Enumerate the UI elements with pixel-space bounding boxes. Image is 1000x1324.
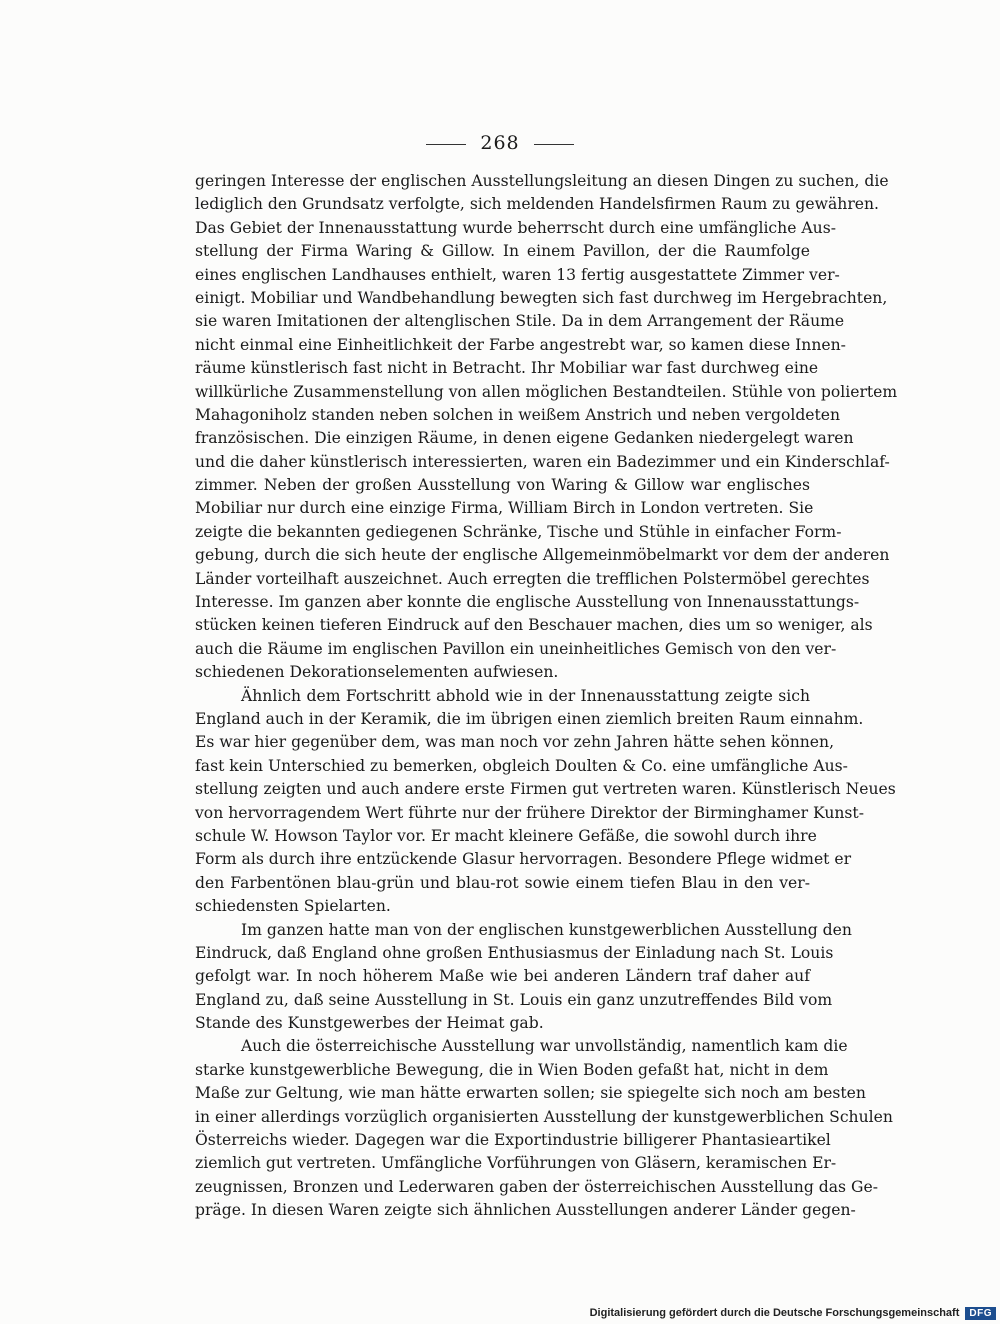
- paragraph-end-line: Stande des Kunstgewerbes der Heimat gab.: [195, 1014, 544, 1033]
- text-line: zeigte die bekannten gediegenen Schränke, Tische und Stühle in einfacher Form-: [195, 522, 842, 541]
- footer-text: Digitalisierung gefördert durch die Deutsche Forschungsgemeinschaft: [589, 1307, 960, 1319]
- text-line: und die daher künstlerisch interessierten, waren ein Badezimmer und ein Kinderschlaf-: [195, 452, 890, 471]
- text-line: von hervorragendem Wert führte nur der frühere Direktor der Birminghamer Kunst-: [195, 803, 864, 822]
- text-line: Das Gebiet der Innenausstattung wurde beherrscht durch eine umfängliche Aus-: [195, 218, 836, 237]
- dfg-logo: DFG: [965, 1307, 996, 1320]
- text-line: sie waren Imitationen der altenglischen Stile. Da in dem Arrangement der Räume: [195, 312, 845, 331]
- text-line: schule W. Howson Taylor vor. Er macht kleinere Gefäße, die sowohl durch ihre: [195, 826, 817, 845]
- text-line: eines englischen Landhauses enthielt, waren 13 fertig ausgestattete Zimmer ver-: [195, 265, 840, 284]
- page-number-text: 268: [480, 132, 520, 154]
- paragraph-end-line: schiedensten Spielarten.: [195, 897, 391, 916]
- text-line: auch die Räume im englischen Pavillon ein uneinheitliches Gemisch von den ver-: [195, 639, 837, 658]
- paragraph-end-line: schiedenen Dekorationselementen aufwiesen.: [195, 663, 559, 682]
- text-line: willkürliche Zusammenstellung von allen möglichen Bestandteilen. Stühle von poliertem: [195, 382, 898, 401]
- text-line: Es war hier gegenüber dem, was man noch vor zehn Jahren hätte sehen können,: [195, 733, 835, 752]
- text-line: gebung, durch die sich heute der englische Allgemeinmöbelmarkt vor dem der anderen: [195, 546, 890, 565]
- text-line: einigt. Mobiliar und Wandbehandlung bewegten sich fast durchweg im Hergebrachten,: [195, 288, 888, 307]
- text-line: zeugnissen, Bronzen und Lederwaren gaben der österreichischen Ausstellung das Ge-: [195, 1177, 878, 1196]
- text-line: stellung der Firma Waring & Gillow. In einem Pavillon, der die Raumfolge: [195, 242, 810, 261]
- digitization-footer: [590, 1302, 1000, 1324]
- text-line: England zu, daß seine Ausstellung in St. Louis ein ganz unzutreffendes Bild vom: [195, 990, 833, 1009]
- text-line: den Farbentönen blau-grün und blau-rot sowie einem tiefen Blau in den ver-: [195, 873, 810, 892]
- text-line: geringen Interesse der englischen Ausstellungsleitung an diesen Dingen zu suchen, die: [195, 172, 889, 190]
- page-number-rule-left: [426, 144, 466, 145]
- text-line: Maße zur Geltung, wie man hätte erwarten sollen; sie spiegelte sich noch am besten: [195, 1084, 866, 1103]
- text-line: stellung zeigten und auch andere erste Firmen gut vertreten waren. Künstlerisch Neues: [195, 780, 896, 799]
- text-line: starke kunstgewerbliche Bewegung, die in Wien Boden gefaßt hat, nicht in dem: [195, 1060, 829, 1079]
- text-line: präge. In diesen Waren zeigte sich ähnlichen Ausstellungen anderer Länder gegen-: [195, 1201, 856, 1220]
- text-line: in einer allerdings vorzüglich organisierten Ausstellung der kunstgewerblichen Schulen: [195, 1107, 893, 1126]
- text-line: Interesse. Im ganzen aber konnte die englische Ausstellung von Innenausstattungs-: [195, 593, 860, 612]
- paragraph-start-line: Ähnlich dem Fortschritt abhold wie in der Innenausstattung zeigte sich: [241, 686, 810, 705]
- paragraph-start-line: Im ganzen hatte man von der englischen kunstgewerblichen Ausstellung den: [241, 920, 852, 939]
- text-line: Österreichs wieder. Dagegen war die Exportindustrie billigerer Phantasieartikel: [195, 1131, 831, 1150]
- text-line: Mahagoniholz standen neben solchen in weißem Anstrich und neben vergoldeten: [195, 405, 841, 424]
- text-line: Länder vorteilhaft auszeichnet. Auch erregten die trefflichen Polstermöbel gerechtes: [195, 569, 870, 588]
- paragraph-start-line: Auch die österreichische Ausstellung war unvollständig, namentlich kam die: [241, 1037, 848, 1056]
- text-line: nicht einmal eine Einheitlichkeit der Farbe angestrebt war, so kamen diese Innen-: [195, 335, 846, 354]
- text-line: gefolgt war. In noch höherem Maße wie bei anderen Ländern traf daher auf: [195, 967, 810, 986]
- text-line: Form als durch ihre entzückende Glasur hervorragen. Besondere Pflege widmet er: [195, 850, 852, 869]
- text-line: Eindruck, daß England ohne großen Enthusiasmus der Einladung nach St. Louis: [195, 943, 834, 962]
- text-line: französischen. Die einzigen Räume, in denen eigene Gedanken niedergelegt waren: [195, 429, 854, 448]
- page-number: [0, 132, 1000, 154]
- page-number-rule-right: [534, 144, 574, 145]
- text-line: räume künstlerisch fast nicht in Betracht. Ihr Mobiliar war fast durchweg eine: [195, 359, 819, 378]
- text-line: zimmer. Neben der großen Ausstellung von Waring & Gillow war englisches: [195, 476, 810, 495]
- text-line: stücken keinen tieferen Eindruck auf den Beschauer machen, dies um so weniger, als: [195, 616, 873, 635]
- text-line: ziemlich gut vertreten. Umfängliche Vorführungen von Gläsern, keramischen Er-: [195, 1154, 837, 1173]
- text-line: lediglich den Grundsatz verfolgte, sich meldenden Handelsfirmen Raum zu gewähren.: [195, 195, 880, 214]
- text-line: fast kein Unterschied zu bemerken, obgleich Doulten & Co. eine umfängliche Aus-: [195, 756, 848, 775]
- body-text: [195, 170, 898, 1223]
- text-line: Mobiliar nur durch eine einzige Firma, William Birch in London vertreten. Sie: [195, 499, 814, 518]
- text-line: England auch in der Keramik, die im übrigen einen ziemlich breiten Raum einnahm.: [195, 709, 864, 728]
